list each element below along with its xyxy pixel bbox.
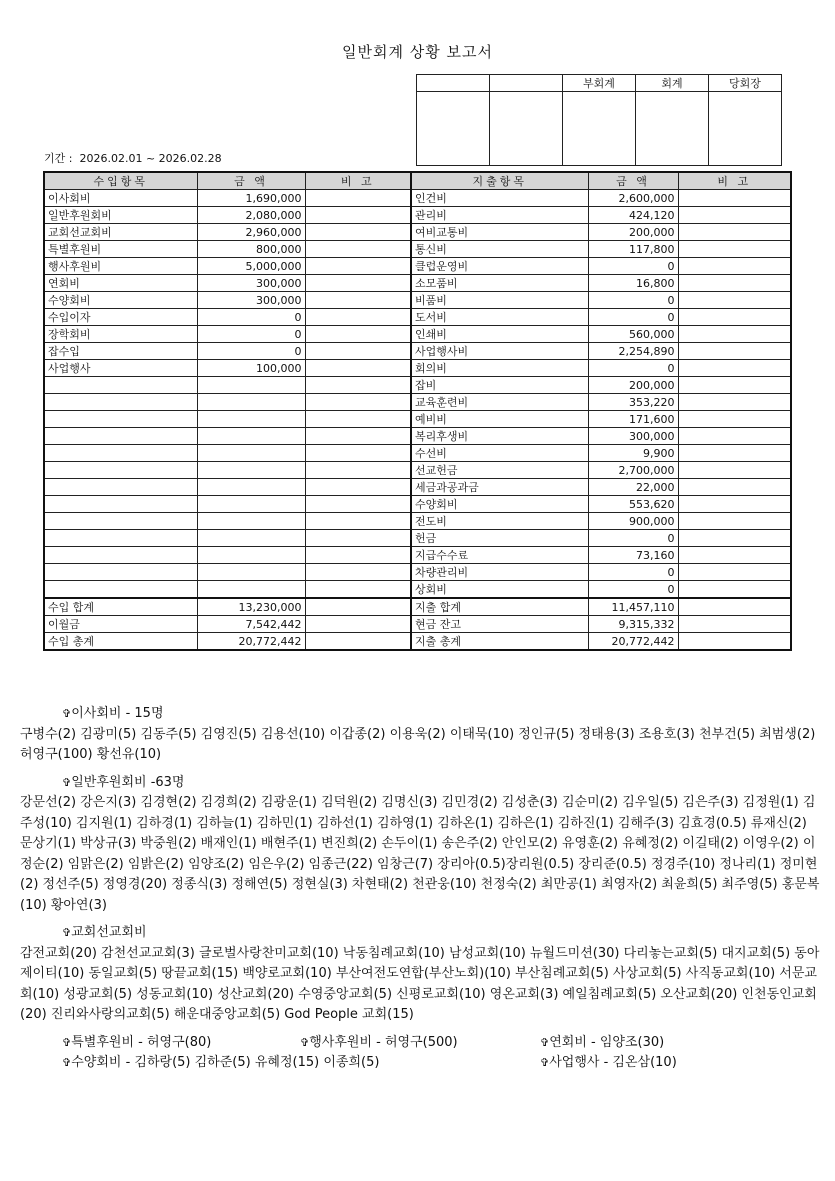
income-note bbox=[305, 564, 411, 581]
expense-item: 교육훈련비 bbox=[411, 394, 588, 411]
approval-header-2 bbox=[490, 75, 563, 92]
table-row bbox=[44, 360, 791, 377]
expense-note bbox=[678, 343, 791, 360]
expense-amount: 0 bbox=[588, 564, 678, 581]
expense-note bbox=[678, 224, 791, 241]
event-donation: 행사후원비 - 허영구(500) bbox=[309, 1034, 458, 1050]
expense-amount: 0 bbox=[588, 581, 678, 599]
expense-note bbox=[678, 445, 791, 462]
total-expense-amount: 9,315,332 bbox=[588, 616, 678, 633]
income-item: 연회비 bbox=[44, 275, 197, 292]
income-item: 특별후원비 bbox=[44, 241, 197, 258]
income-item bbox=[44, 445, 197, 462]
table-row bbox=[44, 462, 791, 479]
income-amount bbox=[197, 581, 305, 599]
period-label: 기간 : bbox=[44, 152, 73, 165]
expense-note bbox=[678, 394, 791, 411]
expense-note bbox=[678, 428, 791, 445]
total-row bbox=[44, 598, 791, 616]
income-amount: 2,080,000 bbox=[197, 207, 305, 224]
expense-item: 지급수수료 bbox=[411, 547, 588, 564]
expense-note bbox=[678, 479, 791, 496]
expense-note bbox=[678, 377, 791, 394]
approval-sign-1 bbox=[417, 92, 490, 166]
approval-box bbox=[416, 74, 782, 166]
expense-amount: 0 bbox=[588, 309, 678, 326]
expense-note bbox=[678, 496, 791, 513]
expense-item: 수양회비 bbox=[411, 496, 588, 513]
income-note bbox=[305, 496, 411, 513]
income-item bbox=[44, 530, 197, 547]
income-amount bbox=[197, 428, 305, 445]
expense-note bbox=[678, 258, 791, 275]
expense-amount: 560,000 bbox=[588, 326, 678, 343]
income-amount bbox=[197, 513, 305, 530]
misc-row-2 bbox=[20, 1053, 820, 1074]
income-note bbox=[305, 547, 411, 564]
retreat-fee: 수양회비 - 김하랑(5) 김하준(5) 유혜정(15) 이종희(5) bbox=[71, 1055, 380, 1070]
expense-note bbox=[678, 513, 791, 530]
total-row bbox=[44, 633, 791, 651]
cross-icon: ✞ bbox=[62, 775, 72, 789]
table-row bbox=[44, 394, 791, 411]
income-note bbox=[305, 513, 411, 530]
cross-icon: ✞ bbox=[540, 1035, 550, 1049]
table-row bbox=[44, 547, 791, 564]
income-item: 수입이자 bbox=[44, 309, 197, 326]
table-row bbox=[44, 428, 791, 445]
income-item bbox=[44, 411, 197, 428]
approval-header-pastor: 당회장 bbox=[709, 75, 782, 92]
expense-note bbox=[678, 530, 791, 547]
income-note bbox=[305, 292, 411, 309]
table-row bbox=[44, 564, 791, 581]
expense-amount: 2,254,890 bbox=[588, 343, 678, 360]
income-amount bbox=[197, 564, 305, 581]
expense-amount: 117,800 bbox=[588, 241, 678, 258]
total-expense-label: 지출 합계 bbox=[411, 598, 588, 616]
income-amount bbox=[197, 394, 305, 411]
total-expense-note bbox=[678, 633, 791, 651]
total-expense-note bbox=[678, 616, 791, 633]
income-item: 잡수입 bbox=[44, 343, 197, 360]
income-item bbox=[44, 547, 197, 564]
income-amount: 0 bbox=[197, 343, 305, 360]
income-amount bbox=[197, 479, 305, 496]
cross-icon: ✞ bbox=[540, 1056, 550, 1069]
expense-note bbox=[678, 462, 791, 479]
income-note bbox=[305, 258, 411, 275]
church-section bbox=[20, 923, 820, 1026]
header-expense-note: 비 고 bbox=[678, 172, 791, 190]
expense-item: 비품비 bbox=[411, 292, 588, 309]
table-row bbox=[44, 445, 791, 462]
expense-item: 인건비 bbox=[411, 190, 588, 207]
total-income-amount: 7,542,442 bbox=[197, 616, 305, 633]
table-row bbox=[44, 224, 791, 241]
expense-item: 상회비 bbox=[411, 581, 588, 599]
cross-icon: ✞ bbox=[62, 926, 72, 939]
total-income-note bbox=[305, 598, 411, 616]
expense-item: 도서비 bbox=[411, 309, 588, 326]
period-value: 2026.02.01 ~ 2026.02.28 bbox=[79, 152, 222, 165]
expense-amount: 300,000 bbox=[588, 428, 678, 445]
income-amount: 300,000 bbox=[197, 275, 305, 292]
income-note bbox=[305, 411, 411, 428]
income-amount bbox=[197, 530, 305, 547]
income-item: 수양회비 bbox=[44, 292, 197, 309]
income-amount: 800,000 bbox=[197, 241, 305, 258]
table-row bbox=[44, 496, 791, 513]
table-row bbox=[44, 411, 791, 428]
income-item bbox=[44, 428, 197, 445]
expense-amount: 73,160 bbox=[588, 547, 678, 564]
income-item: 행사후원비 bbox=[44, 258, 197, 275]
expense-note bbox=[678, 292, 791, 309]
expense-item: 복리후생비 bbox=[411, 428, 588, 445]
header-income-item: 수입항목 bbox=[44, 172, 197, 190]
income-note bbox=[305, 428, 411, 445]
income-note bbox=[305, 241, 411, 258]
income-amount: 0 bbox=[197, 309, 305, 326]
income-item bbox=[44, 564, 197, 581]
expense-item: 세금과공과금 bbox=[411, 479, 588, 496]
income-note bbox=[305, 275, 411, 292]
total-expense-label: 현금 잔고 bbox=[411, 616, 588, 633]
table-row bbox=[44, 292, 791, 309]
total-expense-note bbox=[678, 598, 791, 616]
total-income-amount: 13,230,000 bbox=[197, 598, 305, 616]
expense-amount: 0 bbox=[588, 530, 678, 547]
income-item bbox=[44, 581, 197, 599]
income-amount: 2,960,000 bbox=[197, 224, 305, 241]
notes-section bbox=[20, 704, 820, 1074]
expense-item: 예비비 bbox=[411, 411, 588, 428]
income-amount bbox=[197, 411, 305, 428]
expense-note bbox=[678, 326, 791, 343]
total-income-label: 이월금 bbox=[44, 616, 197, 633]
income-item bbox=[44, 513, 197, 530]
income-note bbox=[305, 479, 411, 496]
income-item bbox=[44, 462, 197, 479]
cross-icon: ✞ bbox=[62, 1035, 72, 1049]
expense-amount: 424,120 bbox=[588, 207, 678, 224]
income-item: 사업행사 bbox=[44, 360, 197, 377]
income-amount bbox=[197, 547, 305, 564]
expense-note bbox=[678, 207, 791, 224]
income-item bbox=[44, 394, 197, 411]
table-row bbox=[44, 309, 791, 326]
expense-item: 통신비 bbox=[411, 241, 588, 258]
expense-note bbox=[678, 360, 791, 377]
expense-item: 차량관리비 bbox=[411, 564, 588, 581]
expense-amount: 171,600 bbox=[588, 411, 678, 428]
income-note bbox=[305, 190, 411, 207]
expense-note bbox=[678, 564, 791, 581]
income-note bbox=[305, 462, 411, 479]
total-row bbox=[44, 616, 791, 633]
income-note bbox=[305, 343, 411, 360]
income-amount bbox=[197, 445, 305, 462]
expense-item: 사업행사비 bbox=[411, 343, 588, 360]
expense-item: 회의비 bbox=[411, 360, 588, 377]
income-amount bbox=[197, 462, 305, 479]
table-row bbox=[44, 258, 791, 275]
income-note bbox=[305, 360, 411, 377]
income-amount bbox=[197, 496, 305, 513]
table-row bbox=[44, 377, 791, 394]
approval-header-vice-treasurer: 부회계 bbox=[563, 75, 636, 92]
expense-item: 잡비 bbox=[411, 377, 588, 394]
approval-sign-treasurer bbox=[636, 92, 709, 166]
misc-row-1 bbox=[20, 1033, 820, 1054]
annual-fee: 연회비 - 임양조(30) bbox=[549, 1034, 665, 1050]
expense-amount: 9,900 bbox=[588, 445, 678, 462]
income-amount: 300,000 bbox=[197, 292, 305, 309]
income-note bbox=[305, 377, 411, 394]
expense-note bbox=[678, 411, 791, 428]
church-members: 감전교회(20) 감천선교교회(3) 글로벌사랑찬미교회(10) 낙동침례교회(10) 남성교회(10) 뉴월드미션(30) 다리놓는교회(5) 대지교회(5) 동아제이티(10) 동일교회(5) 땅끝교회(15) 백양로교회(10) 부산여전도연합(부산노회)(10) 부산침례교회(5) 사상교회(5) 사직동교회(10) 서문교회(10) 성광교회(5) 성동교회(10) 성산교회(20) 수영중앙교회(5) 신평로교회(10) 영온교회(3) 예일침례교회(5) 오산교회(20) 인천동인교회(20) 진리와사랑의교회(5) 해운대중앙교회(5) God People 교회(15) bbox=[20, 945, 820, 1022]
expense-amount: 16,800 bbox=[588, 275, 678, 292]
income-note bbox=[305, 394, 411, 411]
income-note bbox=[305, 445, 411, 462]
income-item bbox=[44, 479, 197, 496]
income-note bbox=[305, 326, 411, 343]
header-income-note: 비 고 bbox=[305, 172, 411, 190]
income-item: 교회선교회비 bbox=[44, 224, 197, 241]
general-title: 일반후원회비 -63명 bbox=[71, 774, 185, 790]
table-row bbox=[44, 190, 791, 207]
expense-note bbox=[678, 241, 791, 258]
expense-item: 인쇄비 bbox=[411, 326, 588, 343]
expense-amount: 900,000 bbox=[588, 513, 678, 530]
expense-amount: 353,220 bbox=[588, 394, 678, 411]
general-members: 강문선(2) 강은지(3) 김경현(2) 김경희(2) 김광운(1) 김덕원(2) 김명신(3) 김민경(2) 김성춘(3) 김순미(2) 김우일(5) 김은주(3) 김정원(1) 김주성(10) 김지원(1) 김하경(1) 김하늘(1) 김하민(1) 김하선(1) 김하영(1) 김하온(1) 김하은(1) 김하진(1) 김해주(3) 김효경(0.5) 류재신(2) 문상기(1) 박상규(3) 박중원(2) 배재인(1) 배현주(1) 변진희(2) 손두이(1) 송은주(2) 안인모(2) 유영훈(2) 유혜정(2) 이길태(2) 이영우(2) 이정순(2) 임맑은(2) 임밝은(2) 임양조(2) 임은우(2) 임종근(22) 임창근(7) 장리아(0.5)장리원(0.5) 장리준(0.5) 정경주(10) 정나리(1) 정미현(2) 정선주(5) 정영경(20) 정종식(3) 정해연(5) 정현실(3) 차현태(2) 천관웅(10) 천정숙(2) 최만공(1) 최영자(2) 최윤희(5) 최주영(5) 홍문복(10) 황아연(3) bbox=[20, 795, 820, 913]
income-item bbox=[44, 377, 197, 394]
expense-item: 전도비 bbox=[411, 513, 588, 530]
income-amount bbox=[197, 377, 305, 394]
ledger-table bbox=[43, 171, 792, 651]
income-note bbox=[305, 309, 411, 326]
church-title: 교회선교회비 bbox=[71, 925, 147, 940]
table-row bbox=[44, 479, 791, 496]
income-note bbox=[305, 581, 411, 599]
approval-header-treasurer: 회계 bbox=[636, 75, 709, 92]
table-row bbox=[44, 207, 791, 224]
income-amount: 5,000,000 bbox=[197, 258, 305, 275]
total-income-note bbox=[305, 633, 411, 651]
expense-amount: 22,000 bbox=[588, 479, 678, 496]
expense-amount: 0 bbox=[588, 360, 678, 377]
expense-item: 여비교통비 bbox=[411, 224, 588, 241]
header-expense-item: 지출항목 bbox=[411, 172, 588, 190]
board-section bbox=[20, 704, 820, 766]
income-item: 장학회비 bbox=[44, 326, 197, 343]
income-item: 이사회비 bbox=[44, 190, 197, 207]
total-expense-amount: 11,457,110 bbox=[588, 598, 678, 616]
expense-item: 소모품비 bbox=[411, 275, 588, 292]
header-income-amount: 금 액 bbox=[197, 172, 305, 190]
total-income-note bbox=[305, 616, 411, 633]
table-row bbox=[44, 343, 791, 360]
report-title: 일반회계 상황 보고서 bbox=[342, 43, 493, 61]
table-row bbox=[44, 581, 791, 599]
expense-note bbox=[678, 275, 791, 292]
total-expense-label: 지출 총계 bbox=[411, 633, 588, 651]
table-row bbox=[44, 530, 791, 547]
income-amount: 100,000 bbox=[197, 360, 305, 377]
income-note bbox=[305, 207, 411, 224]
approval-sign-vice-treasurer bbox=[563, 92, 636, 166]
expense-amount: 2,600,000 bbox=[588, 190, 678, 207]
total-income-label: 수입 합계 bbox=[44, 598, 197, 616]
expense-item: 클럽운영비 bbox=[411, 258, 588, 275]
income-amount: 0 bbox=[197, 326, 305, 343]
expense-amount: 553,620 bbox=[588, 496, 678, 513]
total-income-amount: 20,772,442 bbox=[197, 633, 305, 651]
expense-note bbox=[678, 309, 791, 326]
period bbox=[44, 150, 222, 166]
expense-amount: 200,000 bbox=[588, 224, 678, 241]
income-note bbox=[305, 224, 411, 241]
income-note bbox=[305, 530, 411, 547]
approval-sign-2 bbox=[490, 92, 563, 166]
board-members: 구병수(2) 김광미(5) 김동주(5) 김영진(5) 김용선(10) 이갑종(2) 이용욱(2) 이태묵(10) 정인규(5) 정태용(3) 조용호(3) 천부건(5) 최범생(2) 허영구(100) 황선유(10) bbox=[20, 726, 816, 762]
table-row bbox=[44, 241, 791, 258]
approval-sign-pastor bbox=[709, 92, 782, 166]
board-title: 이사회비 - 15명 bbox=[71, 706, 164, 721]
income-item bbox=[44, 496, 197, 513]
cross-icon: ✞ bbox=[300, 1035, 310, 1049]
expense-item: 관리비 bbox=[411, 207, 588, 224]
approval-header-1 bbox=[417, 75, 490, 92]
cross-icon: ✞ bbox=[62, 1056, 72, 1069]
expense-note bbox=[678, 190, 791, 207]
expense-amount: 2,700,000 bbox=[588, 462, 678, 479]
total-expense-amount: 20,772,442 bbox=[588, 633, 678, 651]
general-section bbox=[20, 773, 820, 917]
expense-note bbox=[678, 547, 791, 564]
table-row bbox=[44, 275, 791, 292]
expense-note bbox=[678, 581, 791, 599]
special-donation: 특별후원비 - 허영구(80) bbox=[71, 1034, 212, 1050]
table-row bbox=[44, 326, 791, 343]
header-expense-amount: 금 액 bbox=[588, 172, 678, 190]
expense-item: 수선비 bbox=[411, 445, 588, 462]
expense-amount: 0 bbox=[588, 258, 678, 275]
business-event: 사업행사 - 김온삼(10) bbox=[549, 1055, 677, 1070]
cross-icon: ✞ bbox=[62, 707, 72, 720]
expense-amount: 200,000 bbox=[588, 377, 678, 394]
income-item: 일반후원회비 bbox=[44, 207, 197, 224]
total-income-label: 수입 총계 bbox=[44, 633, 197, 651]
income-amount: 1,690,000 bbox=[197, 190, 305, 207]
expense-item: 선교헌금 bbox=[411, 462, 588, 479]
expense-amount: 0 bbox=[588, 292, 678, 309]
table-row bbox=[44, 513, 791, 530]
expense-item: 헌금 bbox=[411, 530, 588, 547]
